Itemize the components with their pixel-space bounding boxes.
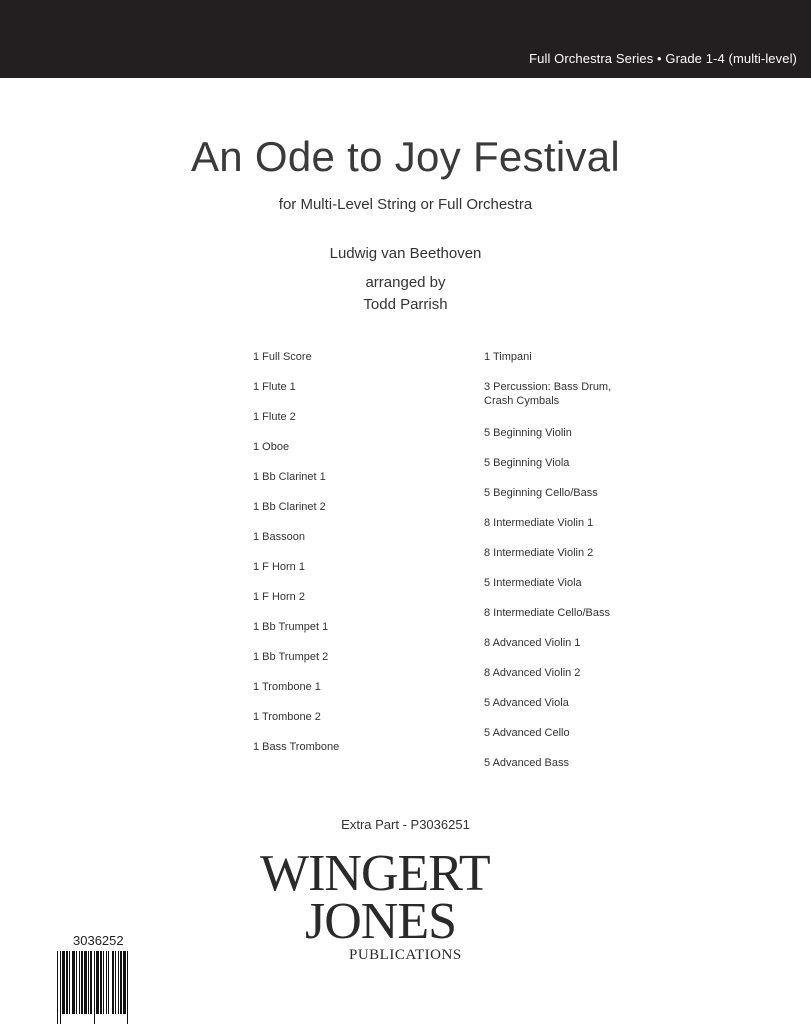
part-item: 1 Bb Trumpet 2 xyxy=(253,651,329,663)
part-item: 1 Bassoon xyxy=(253,531,305,543)
part-item: 1 Trombone 2 xyxy=(253,711,321,723)
instrumentation-subtitle: for Multi-Level String or Full Orchestra xyxy=(278,196,533,213)
part-item: 1 Full Score xyxy=(253,351,312,363)
part-item: 5 Beginning Violin xyxy=(484,427,572,439)
part-item: 1 Bb Clarinet 2 xyxy=(253,501,326,513)
part-item: 1 Timpani xyxy=(484,351,532,363)
part-item: 5 Beginning Viola xyxy=(484,457,570,469)
barcode xyxy=(56,951,159,1024)
logo-line-jones: JONES xyxy=(305,893,457,950)
part-item: 8 Intermediate Violin 2 xyxy=(484,547,594,559)
part-item: 1 F Horn 2 xyxy=(253,591,305,603)
part-item: 5 Beginning Cello/Bass xyxy=(484,487,598,499)
part-item: 8 Advanced Violin 1 xyxy=(484,637,581,649)
part-item: 8 Advanced Violin 2 xyxy=(484,667,581,679)
part-item: 5 Intermediate Viola xyxy=(484,577,582,589)
part-item: 1 Flute 2 xyxy=(253,411,296,423)
part-item: 8 Intermediate Cello/Bass xyxy=(484,607,610,619)
logo-line-wingert: WINGERT xyxy=(260,845,490,902)
part-item: 1 Flute 1 xyxy=(253,381,296,393)
logo-line-publications: PUBLICATIONS xyxy=(349,947,462,963)
arranged-by-label: arranged by xyxy=(365,274,446,291)
part-item: 8 Intermediate Violin 1 xyxy=(484,517,594,529)
series-grade-text: Full Orchestra Series • Grade 1-4 (multi-level) xyxy=(529,51,797,66)
piece-title: An Ode to Joy Festival xyxy=(190,133,621,180)
part-item: 5 Advanced Viola xyxy=(484,697,569,709)
part-item: 1 Bass Trombone xyxy=(253,741,340,753)
composer-name: Ludwig van Beethoven xyxy=(329,245,482,262)
part-item: 5 Advanced Cello xyxy=(484,727,570,739)
publisher-logo xyxy=(255,845,555,968)
parts-list-left xyxy=(253,350,339,770)
part-item: 3 Percussion: Bass Drum, Crash Cymbals xyxy=(484,381,612,407)
catalog-number: 3036252 xyxy=(73,933,124,948)
part-item: 1 F Horn 1 xyxy=(253,561,305,573)
extra-part-number: Extra Part - P3036251 xyxy=(341,817,470,832)
arranger-name: Todd Parrish xyxy=(363,296,448,313)
part-item: 1 Oboe xyxy=(253,441,290,453)
header-bar xyxy=(0,0,811,78)
parts-list-right xyxy=(484,350,611,786)
part-item: 1 Trombone 1 xyxy=(253,681,321,693)
part-item: 5 Advanced Bass xyxy=(484,757,570,769)
part-item: 1 Bb Trumpet 1 xyxy=(253,621,329,633)
part-item: 1 Bb Clarinet 1 xyxy=(253,471,326,483)
